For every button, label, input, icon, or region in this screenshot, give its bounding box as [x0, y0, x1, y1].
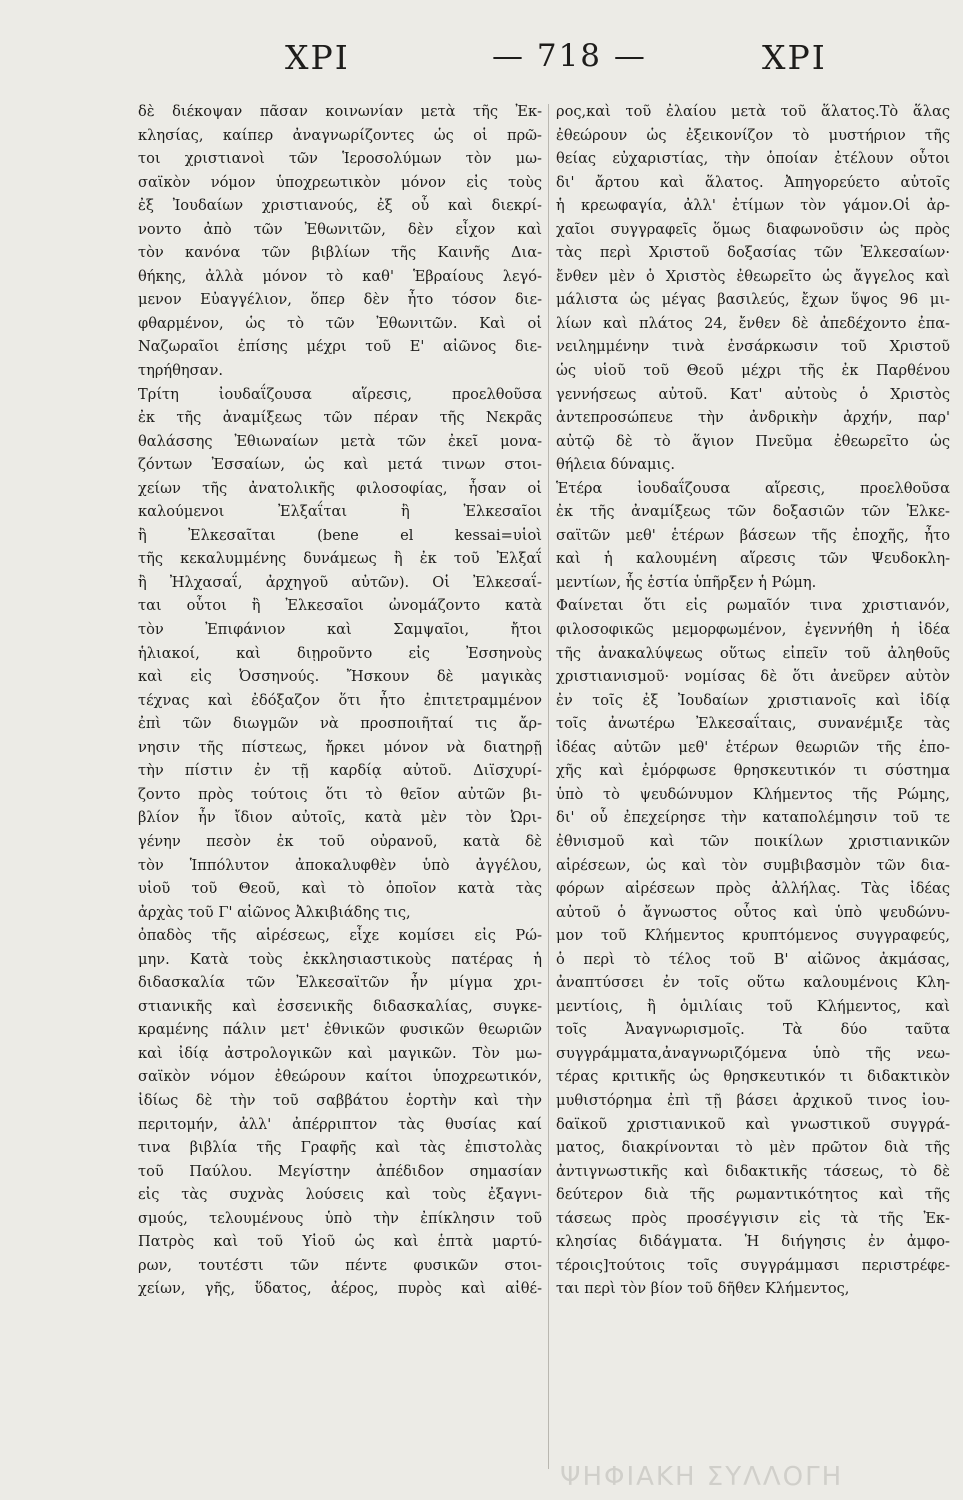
- right-column-line: μον τοῦ Κλήμεντος κρυπτόμενος συγγραφεύς,: [556, 927, 950, 945]
- left-column-line: χείων, γῆς, ὕδατος, ἀέρος, πυρὸς καὶ αἰθέ-: [138, 1280, 542, 1298]
- right-column-line: τὰς περὶ Χριστοῦ δοξασίας τῶν Ἐλκεσαίων·: [556, 244, 950, 262]
- left-column-line: τηρήθησαν.: [138, 362, 223, 380]
- left-column-line: διδασκαλία τῶν Ἐλκεσαϊτῶν ἦν μίγμα χρι-: [138, 974, 542, 992]
- digital-library-watermark: ΨΗΦΙΑΚΗ ΣΥΛΛΟΓΗ: [560, 1462, 844, 1492]
- left-column-line: τῆς κεκαλυμμένης δυνάμεως ἢ ἐκ τοῦ Ἐλξαΐ: [138, 550, 542, 568]
- left-column-line: ἐξ Ἰουδαίων χριστιανούς, ἐξ οὗ καὶ διεκρί-: [138, 197, 542, 215]
- right-column-line: αἱρέσεων, ὡς καὶ τὸν συμβιβασμὸν τῶν δια-: [556, 856, 950, 874]
- right-column-line: συγγράμματα,ἀναγνωριζόμενα ὑπὸ τῆς νεω-: [556, 1044, 950, 1062]
- left-column-line: τινα βιβλία τῆς Γραφῆς καὶ τὰς ἐπιστολὰς: [138, 1139, 542, 1157]
- left-column-line: τὸν Ἐπιφάνιον καὶ Σαμψαῖοι, ἤτοι: [138, 621, 542, 639]
- right-column-line: ἀναπτύσσει ἐν τοῖς οὕτω καλουμένοις Κλη-: [556, 974, 950, 992]
- left-column-line: ἐκ τῆς ἀναμίξεως τῶν πέραν τῆς Νεκρᾶς: [138, 409, 542, 427]
- left-column-line: ἢ Ἠλχασαΐ, ἀρχηγοῦ αὐτῶν). Οἱ Ἐλκεσαΐ-: [138, 573, 542, 591]
- right-column-line: σαϊτῶν μεθ' ἑτέρων βάσεων τῆς ἐποχῆς, ἦτο: [556, 526, 950, 544]
- left-column-line: χείων τῆς ἀνατολικῆς φιλοσοφίας, ἦσαν οἱ: [138, 479, 542, 497]
- right-column-line: μάλιστα ὡς μέγας βασιλεύς, ἔχων ὕψος 96 μι-: [556, 291, 950, 309]
- left-column-line: τὴν πίστιν ἐν τῇ καρδίᾳ αὐτοῦ. Διϊσχυρί-: [138, 762, 542, 780]
- right-column-line: ἐθεώρουν ὡς ἐξεικονίζον τὸ μυστήριον τῆς: [556, 126, 950, 144]
- left-column-line: καὶ εἰς Ὀσσηνούς. Ἤσκουν δὲ μαγικὰς: [138, 668, 542, 686]
- right-column-line: ἀντεπροσώπευε τὴν ἀνδρικὴν ἀρχήν, παρ': [556, 409, 950, 427]
- right-column-line: γεννήσεως αὐτοῦ. Κατ' αὐτοὺς ὁ Χριστὸς: [556, 385, 950, 403]
- left-column-line: ἡλιακοί, καὶ διῃροῦντο εἰς Ἐσσηνοὺς: [138, 644, 542, 662]
- page-header: [0, 38, 963, 98]
- left-column-line: ἰδίως δὲ τὴν τοῦ σαββάτου ἑορτὴν καὶ τὴν: [138, 1091, 542, 1109]
- right-text-column: [556, 100, 950, 1301]
- right-column-line: νειλημμένην τινὰ ἐνσάρκωσιν τοῦ Χριστοῦ: [556, 338, 950, 356]
- right-column-line: θήλεια δύναμις.: [556, 456, 675, 474]
- left-column-line: καὶ ἰδίᾳ ἀστρολογικῶν καὶ μαγικῶν. Τὸν μω-: [138, 1044, 542, 1062]
- right-column-line: Φαίνεται ὅτι εἰς ρωμαῖόν τινα χριστιανόν,: [556, 597, 950, 615]
- right-column-line: χριστιανισμοῦ· νομίσας δὲ ὅτι ἀνεῦρεν αὐτὸν: [556, 668, 950, 686]
- left-column-line: θήκης, ἀλλὰ μόνον τὸ καθ' Ἑβραίους λεγό-: [138, 267, 542, 285]
- left-column-line: ὀπαδὸς τῆς αἱρέσεως, εἶχε κομίσει εἰς Ρώ-: [138, 927, 542, 945]
- right-column-line: φόρων αἱρέσεων πρὸς ἀλλήλας. Τὰς ἰδέας: [556, 880, 950, 898]
- left-column-line: τοῦ Παύλου. Μεγίστην ἀπέδιδον σημασίαν: [138, 1162, 542, 1180]
- right-column-line: ὑπὸ τὸ ψευδώνυμον Κλήμεντος τῆς Ρώμης,: [556, 785, 950, 803]
- left-column-line: νοντο ἀπὸ τῶν Ἐθωνιτῶν, δὲν εἶχον καὶ: [138, 220, 542, 238]
- right-column-line: δεύτερον διὰ τῆς ρωμαντικότητος καὶ τῆς: [556, 1186, 950, 1204]
- right-column-line: καὶ ἡ καλουμένη αἵρεσις τῶν Ψευδοκλη-: [556, 550, 950, 568]
- right-column-line: ἐκ τῆς ἀναμίξεως τῶν δοξασιῶν τῶν Ἐλκε-: [556, 503, 950, 521]
- header-right-keyword: XPI: [762, 38, 827, 77]
- right-column-line: ἡ κρεωφαγία, ἀλλ' ἐτίμων τὸν γάμον.Οἱ ἀρ-: [556, 197, 950, 215]
- left-column-line: ζόντων Ἐσσαίων, ὡς καὶ μετά τινων στοι-: [138, 456, 542, 474]
- left-column-line: ἢ Ἐλκεσαῖται (bene el kessai=υἱοὶ: [138, 526, 542, 544]
- left-column-line: φθαρμένον, ὡς τὸ τῶν Ἐθωνιτῶν. Καὶ οἱ: [138, 314, 542, 332]
- left-text-column: [138, 100, 542, 1301]
- left-column-line: νησιν τῆς πίστεως, ἤρκει μόνον νὰ διατηρῇ: [138, 738, 542, 756]
- left-column-line: σαϊκὸν νόμον ἐθεώρουν καίτοι ὑποχρεωτικόν,: [138, 1068, 542, 1086]
- page-number: — 718 —: [492, 38, 647, 74]
- left-column-line: υἱοῦ τοῦ Θεοῦ, καὶ τὸ ὁποῖον κατὰ τὰς: [138, 880, 542, 898]
- left-column-line: στιανικῆς καὶ ἐσσενικῆς διδασκαλίας, συγκε-: [138, 997, 542, 1015]
- right-column-line: μυθιστόρημα ἐπὶ τῇ βάσει ἀρχικοῦ τινος ἰου-: [556, 1091, 950, 1109]
- left-column-line: Πατρὸς καὶ τοῦ Υἱοῦ ὡς καὶ ἑπτὰ μαρτύ-: [138, 1233, 542, 1251]
- right-column-line: ται περὶ τὸν βίον τοῦ δῆθεν Κλήμεντος,: [556, 1280, 850, 1298]
- right-column-line: τάσεως πρὸς προσέγγισιν εἰς τὰ τῆς Ἐκ-: [556, 1209, 950, 1227]
- right-column-line: τῆς ἀνακαλύψεως οὕτως εἰπεῖν τοῦ ἀληθοῦς: [556, 644, 950, 662]
- left-column-line: τὸν κανόνα τῶν βιβλίων τῆς Καινῆς Δια-: [138, 244, 542, 262]
- right-column-line: κλησίας διδάγματα. Ἡ διήγησις ἐν ἀμφο-: [556, 1233, 950, 1251]
- left-column-line: σμούς, τελουμένους ὑπὸ τὴν ἐπίκλησιν τοῦ: [138, 1209, 542, 1227]
- left-column-line: τοι χριστιανοὶ τῶν Ἱεροσολύμων τὸν μω-: [138, 150, 542, 168]
- right-column-line: χῆς καὶ ἐμόρφωσε θρησκευτικόν τι σύστημα: [556, 762, 950, 780]
- left-column-line: σαϊκὸν νόμον ὑποχρεωτικὸν μόνον εἰς τοὺς: [138, 173, 542, 191]
- left-column-line: ζοντο πρὸς τούτοις ὅτι τὸ θεῖον αὐτῶν βι-: [138, 785, 542, 803]
- right-column-line: ἔνθεν μὲν ὁ Χριστὸς ἐθεωρεῖτο ὡς ἄγγελος καὶ: [556, 267, 950, 285]
- left-column-line: περιτομήν, ἀλλ' ἀπέρριπτον τὰς θυσίας καί: [138, 1115, 542, 1133]
- right-column-line: ρος,καὶ τοῦ ἐλαίου μετὰ τοῦ ἅλατος.Τὸ ἅλας: [556, 103, 950, 120]
- left-column-line: βλίον ἦν ἴδιον αὐτοῖς, κατὰ μὲν τὸν Ὠρι-: [138, 809, 542, 827]
- left-column-line: ται οὗτοι ἢ Ἐλκεσαῖοι ὠνομάζοντο κατὰ: [138, 597, 542, 615]
- left-column-line: εἰς τὰς συχνὰς λούσεις καὶ τοὺς ἐξαγνι-: [138, 1186, 542, 1204]
- left-column-line: κλησίας, καίπερ ἀναγνωρίζοντες ὡς οἱ πρῶ-: [138, 126, 542, 144]
- left-column-line: δὲ διέκοψαν πᾶσαν κοινωνίαν μετὰ τῆς Ἐκ-: [138, 103, 542, 120]
- left-column-line: Ναζωραῖοι ἐπίσης μέχρι τοῦ Ε' αἰῶνος διε-: [138, 338, 542, 356]
- right-column-line: αὐτοῦ ὁ ἄγνωστος οὗτος καὶ ὑπὸ ψευδώνυ-: [556, 903, 950, 921]
- left-column-line: Τρίτη ἰουδαΐζουσα αἵρεσις, προελθοῦσα: [138, 385, 542, 403]
- right-column-line: φιλοσοφικῶς μεμορφωμένον, ἐγεννήθη ἡ ἰδέα: [556, 621, 950, 639]
- right-column-line: αὐτῷ δὲ τὸ ἅγιον Πνεῦμα ἐθεωρεῖτο ὡς: [556, 432, 950, 450]
- right-column-line: τέρας κριτικῆς ὡς θρησκευτικόν τι διδακτικὸν: [556, 1068, 950, 1086]
- right-column-line: λίων καὶ πλάτος 24, ἔνθεν δὲ ἀπεδέχοντο ἐπα-: [556, 314, 950, 332]
- header-left-keyword: XPI: [285, 38, 350, 77]
- right-column-line: δι' ἄρτου καὶ ἅλατος. Ἀπηγορεύετο αὐτοῖς: [556, 173, 950, 191]
- right-column-line: τέροις]τούτοις τοῖς συγγράμμασι περιστρέφε-: [556, 1256, 950, 1274]
- left-column-line: καλούμενοι Ἐλξαΐται ἢ Ἐλκεσαῖοι: [138, 503, 542, 521]
- left-column-line: μην. Κατὰ τοὺς ἐκκλησιαστικοὺς πατέρας ἡ: [138, 950, 542, 968]
- right-column-line: ἐν τοῖς ἐξ Ἰουδαίων χριστιανοῖς καὶ ἰδίᾳ: [556, 691, 950, 709]
- right-column-line: τοῖς Ἀναγνωρισμοῖς. Τὰ δύο ταῦτα: [556, 1021, 950, 1039]
- left-column-line: μενον Εὐαγγέλιον, ὅπερ δὲν ἦτο τόσον διε-: [138, 291, 542, 309]
- right-column-line: ματος, διακρίνονται τὸ μὲν πρῶτον διὰ τῆς: [556, 1139, 950, 1157]
- right-column-line: τοῖς ἀνωτέρω Ἐλκεσαΐταις, συνανέμιξε τὰς: [556, 715, 950, 733]
- left-column-line: τέχνας καὶ ἐδόξαζον ὅτι ἦτο ἐπιτετραμμένον: [138, 691, 542, 709]
- right-column-line: δι' οὗ ἐπεχείρησε τὴν καταπολέμησιν τοῦ τε: [556, 809, 950, 827]
- right-column-line: θείας εὐχαριστίας, τὴν ὁποίαν ἐτέλουν οὗτοι: [556, 150, 950, 168]
- right-column-line: ἐθνισμοῦ καὶ τῶν ποικίλων χριστιανικῶν: [556, 832, 950, 850]
- right-column-line: χαῖοι συγγραφεῖς ὅμως διαφωνοῦσιν ὡς πρὸς: [556, 220, 950, 238]
- left-column-line: θαλάσσης Ἐθιωναίων μετὰ τῶν ἐκεῖ μονα-: [138, 432, 542, 450]
- left-column-line: ἐπὶ τῶν διωγμῶν νὰ προσποιῆταί τις ἄρ-: [138, 715, 542, 733]
- column-divider: [548, 104, 549, 1469]
- left-column-line: γένην πεσὸν ἐκ τοῦ οὐρανοῦ, κατὰ δὲ: [138, 832, 542, 850]
- right-column-line: ὡς υἱοῦ τοῦ Θεοῦ μέχρι τῆς ἐκ Παρθένου: [556, 362, 950, 380]
- left-column-line: ἀρχὰς τοῦ Γ' αἰῶνος Ἀλκιβιάδης τις,: [138, 903, 411, 921]
- right-column-line: μεντίων, ἧς ἑστία ὑπῆρξεν ἡ Ρώμη.: [556, 573, 817, 591]
- right-column-line: ὁ περὶ τὸ τέλος τοῦ Β' αἰῶνος ἀκμάσας,: [556, 950, 950, 968]
- right-column-line: Ἑτέρα ἰουδαΐζουσα αἵρεσις, προελθοῦσα: [556, 479, 950, 497]
- left-column-line: ρων, τουτέστι τῶν πέντε φυσικῶν στοι-: [138, 1256, 542, 1274]
- right-column-line: ἀντιγνωστικῆς καὶ διδακτικῆς τάσεως, τὸ δὲ: [556, 1162, 950, 1180]
- left-column-line: τὸν Ἱππόλυτον ἀποκαλυφθὲν ὑπὸ ἀγγέλου,: [138, 856, 542, 874]
- right-column-line: μεντίοις, ἢ ὁμιλίαις τοῦ Κλήμεντος, καὶ: [556, 997, 950, 1015]
- left-column-line: κραμένης πάλιν μετ' ἐθνικῶν φυσικῶν θεωριῶν: [138, 1021, 542, 1039]
- right-column-line: ἰδέας αὐτῶν μεθ' ἑτέρων θεωριῶν τῆς ἐπο-: [556, 738, 950, 756]
- right-column-line: δαϊκοῦ χριστιανικοῦ καὶ γνωστικοῦ συγγρά-: [556, 1115, 950, 1133]
